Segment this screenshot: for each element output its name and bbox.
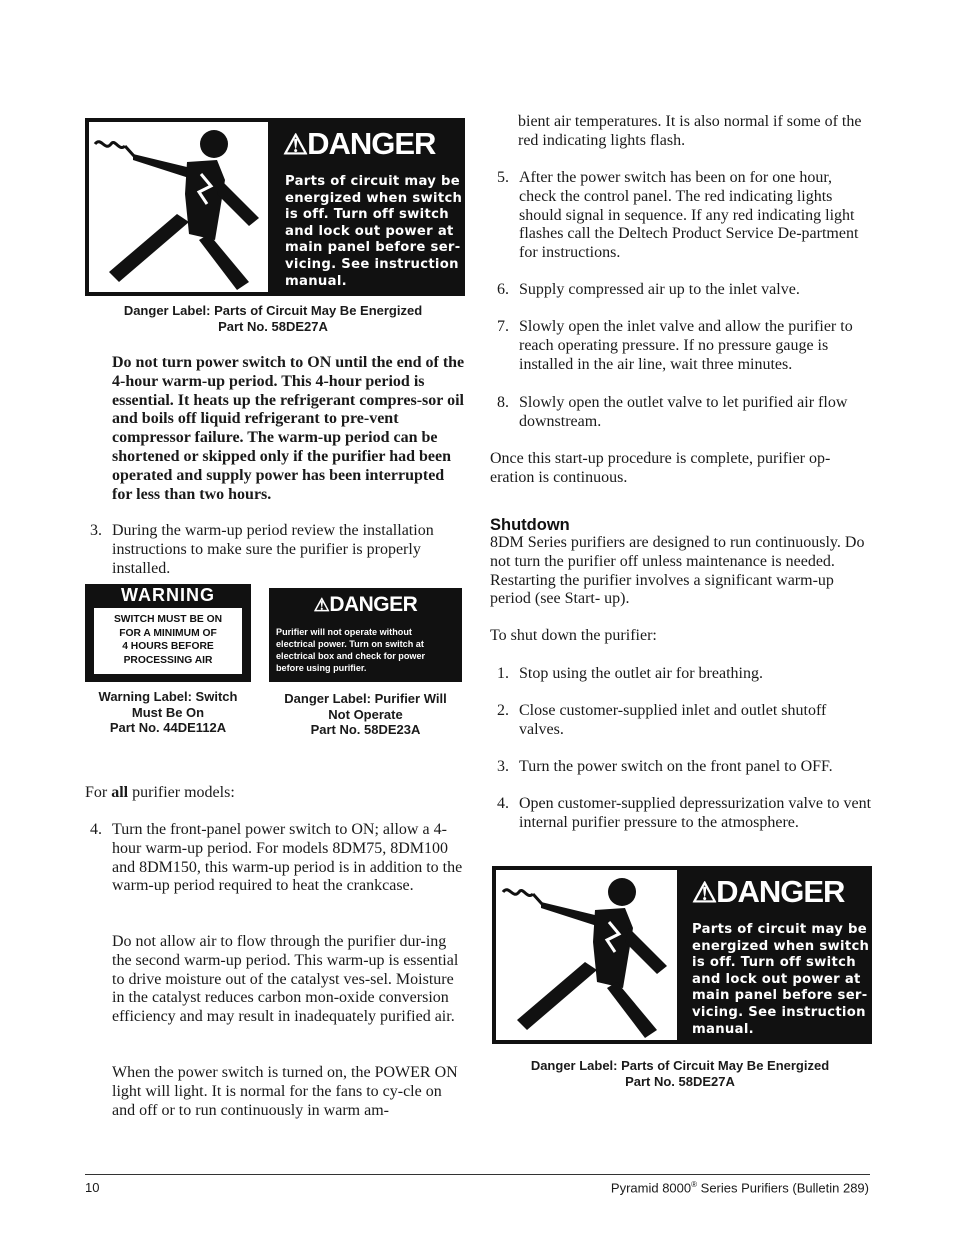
warning-triangle-icon: ⚠	[283, 129, 308, 160]
warning-text: SWITCH MUST BE ON FOR A MINIMUM OF 4 HOURS BEFORE PROCESSING AIR	[113, 614, 223, 666]
danger-label-bottom-caption: Danger Label: Parts of Circuit May Be Energized Part No. 58DE27A	[530, 1058, 830, 1089]
warning-label	[85, 584, 251, 682]
warning-text-box	[94, 608, 242, 674]
danger-label-text: Parts of circuit may be energized when switch is off. Turn off switch and lock out power at main panel before ser- vicing. See instruction manual.	[285, 174, 463, 289]
electrocution-pictogram	[89, 122, 268, 292]
step-4-paragraph-2: Do not allow air to flow through the purifier dur-ing the second warm-up period. This warm-up is essential to drive moisture out of the catalyst ves-sel. Moisture in the catalyst reduces carbon mon-oxide conversion efficiency and may result in inadequately purified air.	[112, 933, 459, 1026]
shutdown-intro: To shut down the purifier:	[490, 627, 657, 644]
danger-heading: ⚠DANGER	[692, 874, 845, 909]
danger-small-heading: ⚠DANGER	[313, 593, 418, 616]
shutdown-text: 8DM Series purifiers are designed to run continuously. Do not turn the purifier off unless maintenance is needed. Restarting the purifier involves a significant warm-up period (see Start- up).	[490, 534, 865, 608]
warning-triangle-icon: ⚠	[313, 595, 330, 615]
warning-heading: WARNING	[121, 585, 215, 605]
once-complete-text: Once this start-up procedure is complete, purifier op-eration is continuous.	[490, 450, 831, 486]
danger-small-text: Purifier will not operate without electrical power. Turn on switch at electrical box and check for power before using purifier.	[276, 627, 426, 673]
for-all-models: For all purifier models:	[85, 784, 235, 801]
electrocution-icon	[89, 122, 268, 292]
warmup-bold-note: Do not turn power switch to ON until the end of the 4-hour warm-up period. This 4-hour period is essential. It heats up the refrigerant compres-sor oil and boils off liquid refrigerant to pre-vent compressor failure. The warm-up period can be shortened or skipped only if the purifier had been operated and supply power has been interrupted for less than two hours.	[112, 354, 465, 503]
shutdown-heading: Shutdown	[490, 516, 570, 534]
footer-title: Pyramid 8000® Series Purifiers (Bulletin 289)	[610, 1180, 869, 1196]
danger-label-bottom	[492, 866, 872, 1044]
danger-label-top	[85, 118, 465, 296]
electrocution-pictogram	[496, 870, 677, 1040]
danger-label-small	[269, 588, 462, 682]
continuation-text: bient air temperatures. It is also normal if some of the red indicating lights flash.	[518, 113, 862, 149]
danger-label-top-caption: Danger Label: Parts of Circuit May Be Energized Part No. 58DE27A	[123, 303, 423, 334]
electrocution-icon	[496, 870, 677, 1040]
footer-rule	[85, 1174, 870, 1175]
warning-label-caption: Warning Label: Switch Must Be On Part No. 44DE112A	[98, 689, 238, 735]
danger-label-small-caption: Danger Label: Purifier Will Not Operate Part No. 58DE23A	[284, 691, 447, 737]
step-4-paragraph-3: When the power switch is turned on, the POWER ON light will light. It is normal for the fans to cy-cle on and off or to run continuously in warm am-	[112, 1064, 458, 1119]
warning-triangle-icon: ⚠	[692, 877, 717, 908]
danger-label-text: Parts of circuit may be energized when switch is off. Turn off switch and lock out power at main panel before ser- vicing. See instruction manual.	[692, 922, 870, 1037]
danger-heading: ⚠DANGER	[283, 126, 436, 161]
page-number: 10	[85, 1180, 100, 1195]
